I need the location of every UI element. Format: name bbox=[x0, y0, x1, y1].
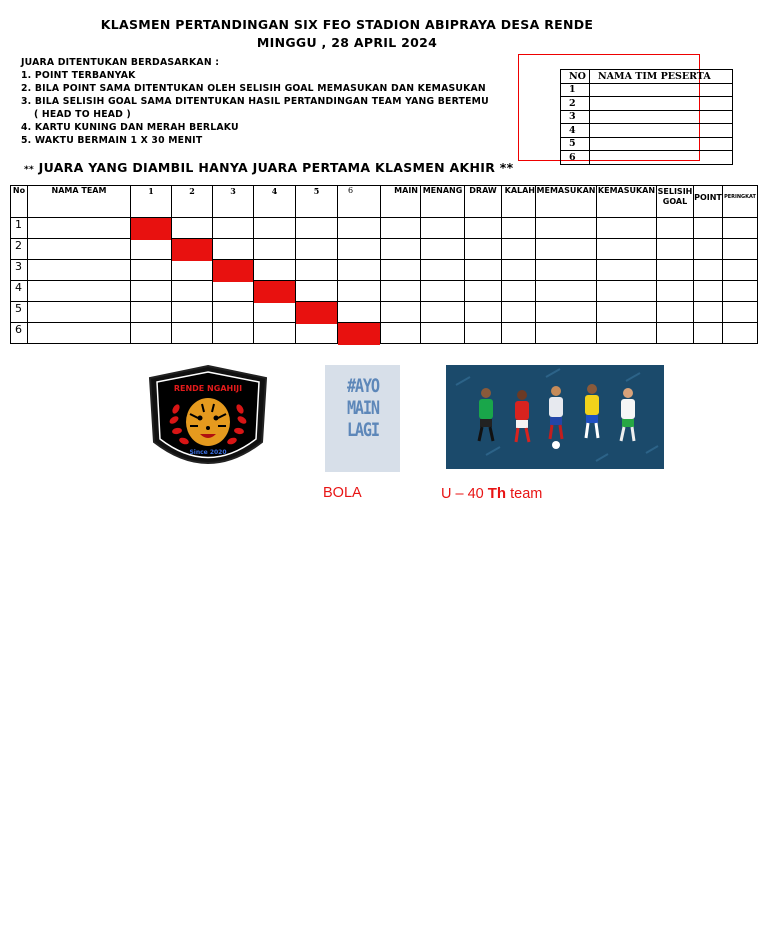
menang-cell[interactable] bbox=[421, 239, 465, 260]
participants-table bbox=[560, 69, 733, 165]
draw-cell[interactable] bbox=[465, 260, 502, 281]
kalah-cell[interactable] bbox=[502, 281, 536, 302]
rule-item: 1. POINT TERBANYAK bbox=[21, 70, 136, 81]
col-menang: MENANG bbox=[421, 186, 465, 218]
match-result-cell[interactable] bbox=[296, 281, 338, 302]
draw-cell[interactable] bbox=[465, 239, 502, 260]
match-result-cell[interactable] bbox=[131, 323, 172, 344]
participants-row-no: 4 bbox=[561, 124, 590, 138]
col-memasukan: MEMASUKAN bbox=[536, 186, 597, 218]
selisih-cell[interactable] bbox=[657, 323, 694, 344]
memasukan-cell[interactable] bbox=[536, 281, 597, 302]
match-result-cell[interactable] bbox=[296, 218, 338, 239]
col-no: No bbox=[11, 186, 28, 218]
page-date: MINGGU , 28 APRIL 2024 bbox=[256, 35, 438, 50]
peringkat-cell[interactable] bbox=[723, 239, 758, 260]
note-stars: ** bbox=[24, 165, 35, 175]
self-match-cell bbox=[172, 239, 213, 260]
col-draw: DRAW bbox=[465, 186, 502, 218]
draw-cell[interactable] bbox=[465, 302, 502, 323]
draw-cell[interactable] bbox=[465, 281, 502, 302]
participants-col-no-label: NO bbox=[569, 70, 586, 82]
peringkat-cell[interactable] bbox=[723, 260, 758, 281]
col-match-4: 4 bbox=[254, 186, 296, 218]
participants-row-name[interactable] bbox=[590, 124, 733, 138]
participants-row bbox=[561, 137, 733, 151]
menang-cell[interactable] bbox=[421, 218, 465, 239]
match-result-cell[interactable] bbox=[172, 323, 213, 344]
football-players-banner bbox=[446, 365, 664, 469]
rule-item: ( HEAD TO HEAD ) bbox=[34, 109, 131, 120]
participants-row-no: 1 bbox=[561, 83, 590, 97]
col-point: POINT bbox=[694, 186, 723, 218]
match-result-cell[interactable] bbox=[172, 281, 213, 302]
col-match-5: 5 bbox=[296, 186, 338, 218]
memasukan-cell[interactable] bbox=[536, 323, 597, 344]
rule-item: 4. KARTU KUNING DAN MERAH BERLAKU bbox=[21, 122, 239, 133]
standings-row bbox=[11, 323, 758, 344]
col-kemasukan: KEMASUKAN bbox=[597, 186, 657, 218]
col-match-6: 6 bbox=[338, 186, 381, 218]
main-cell[interactable] bbox=[381, 323, 421, 344]
memasukan-cell[interactable] bbox=[536, 218, 597, 239]
col-team: NAMA TEAM bbox=[28, 186, 131, 218]
col-peringkat: PERINGKAT bbox=[723, 186, 758, 218]
kemasukan-cell[interactable] bbox=[597, 281, 657, 302]
kemasukan-cell[interactable] bbox=[597, 260, 657, 281]
participants-row-no: 6 bbox=[561, 151, 590, 165]
main-cell[interactable] bbox=[381, 281, 421, 302]
menang-cell[interactable] bbox=[421, 260, 465, 281]
team-name-cell[interactable] bbox=[28, 281, 131, 302]
standings-row bbox=[11, 218, 758, 239]
team-name-cell[interactable] bbox=[28, 218, 131, 239]
col-match-1: 1 bbox=[131, 186, 172, 218]
match-result-cell[interactable] bbox=[131, 281, 172, 302]
kalah-cell[interactable] bbox=[502, 260, 536, 281]
team-name-cell[interactable] bbox=[28, 302, 131, 323]
match-result-cell[interactable] bbox=[131, 260, 172, 281]
peringkat-cell[interactable] bbox=[723, 302, 758, 323]
note-text: JUARA YANG DIAMBIL HANYA JUARA PERTAMA KLASMEN AKHIR ** bbox=[38, 160, 514, 175]
participants-row bbox=[561, 97, 733, 111]
self-match-cell bbox=[296, 302, 338, 323]
team-name-cell[interactable] bbox=[28, 260, 131, 281]
self-match-cell bbox=[254, 281, 296, 302]
peringkat-cell[interactable] bbox=[723, 323, 758, 344]
ayo-line: MAIN bbox=[346, 397, 379, 419]
tiger-icon bbox=[186, 398, 230, 446]
row-number: 4 bbox=[11, 281, 28, 302]
match-result-cell[interactable] bbox=[296, 323, 338, 344]
rules-list bbox=[21, 56, 489, 147]
col-kalah: KALAH bbox=[502, 186, 536, 218]
match-result-cell[interactable] bbox=[338, 218, 381, 239]
participants-row-no: 3 bbox=[561, 110, 590, 124]
menang-cell[interactable] bbox=[421, 323, 465, 344]
crest-top-text: RENDE NGAHIJI bbox=[173, 384, 243, 393]
draw-cell[interactable] bbox=[465, 218, 502, 239]
rule-item: 3. BILA SELISIH GOAL SAMA DITENTUKAN HASIL PERTANDINGAN TEAM YANG BERTEMU bbox=[21, 96, 489, 107]
participants-row-name[interactable] bbox=[590, 97, 733, 111]
match-result-cell[interactable] bbox=[131, 239, 172, 260]
page-title: KLASMEN PERTANDINGAN SIX FEO STADION ABIPRAYA DESA RENDE bbox=[100, 17, 594, 32]
participants-col-no bbox=[561, 70, 590, 84]
match-result-cell[interactable] bbox=[254, 218, 296, 239]
col-main: MAIN bbox=[381, 186, 421, 218]
participants-row bbox=[561, 110, 733, 124]
standings-row bbox=[11, 281, 758, 302]
standings-header bbox=[11, 186, 758, 218]
match-result-cell[interactable] bbox=[254, 260, 296, 281]
match-result-cell[interactable] bbox=[338, 260, 381, 281]
team-name-cell[interactable] bbox=[28, 323, 131, 344]
participants-col-name-label: NAMA TIM PESERTA bbox=[598, 70, 711, 82]
memasukan-cell[interactable] bbox=[536, 260, 597, 281]
match-result-cell[interactable] bbox=[254, 323, 296, 344]
winner-note bbox=[24, 160, 513, 175]
point-cell[interactable] bbox=[694, 218, 723, 239]
ayo-line: #AYO bbox=[346, 375, 379, 397]
selisih-cell[interactable] bbox=[657, 218, 694, 239]
row-number: 5 bbox=[11, 302, 28, 323]
memasukan-cell[interactable] bbox=[536, 239, 597, 260]
rules-heading: JUARA DITENTUKAN BERDASARKAN : bbox=[21, 57, 220, 68]
caption-u40-bold: Th bbox=[487, 485, 507, 502]
standings-row bbox=[11, 302, 758, 323]
ayo-main-lagi-logo bbox=[325, 365, 400, 472]
participants-row-no: 5 bbox=[561, 137, 590, 151]
match-result-cell[interactable] bbox=[172, 302, 213, 323]
kalah-cell[interactable] bbox=[502, 302, 536, 323]
participants-row-name[interactable] bbox=[590, 151, 733, 165]
ayo-line: LAGI bbox=[346, 419, 379, 441]
match-result-cell[interactable] bbox=[213, 302, 254, 323]
point-cell[interactable] bbox=[694, 239, 723, 260]
row-number: 2 bbox=[11, 239, 28, 260]
participants-row-no: 2 bbox=[561, 97, 590, 111]
match-result-cell[interactable] bbox=[213, 239, 254, 260]
kalah-cell[interactable] bbox=[502, 239, 536, 260]
standings-row bbox=[11, 260, 758, 281]
kemasukan-cell[interactable] bbox=[597, 239, 657, 260]
selisih-cell[interactable] bbox=[657, 239, 694, 260]
kemasukan-cell[interactable] bbox=[597, 323, 657, 344]
row-number: 3 bbox=[11, 260, 28, 281]
self-match-cell bbox=[131, 218, 172, 239]
menang-cell[interactable] bbox=[421, 302, 465, 323]
point-cell[interactable] bbox=[694, 260, 723, 281]
caption-bola: BOLA bbox=[323, 485, 362, 501]
participants-row bbox=[561, 124, 733, 138]
crest-bottom-text: Since 2020 bbox=[189, 449, 227, 456]
participants-col-name bbox=[590, 70, 733, 84]
main-cell[interactable] bbox=[381, 218, 421, 239]
col-selisih: SELISIH GOAL bbox=[657, 186, 694, 218]
match-result-cell[interactable] bbox=[213, 218, 254, 239]
match-result-cell[interactable] bbox=[213, 281, 254, 302]
match-result-cell[interactable] bbox=[338, 239, 381, 260]
match-result-cell[interactable] bbox=[338, 281, 381, 302]
match-result-cell[interactable] bbox=[296, 260, 338, 281]
participants-row bbox=[561, 83, 733, 97]
kemasukan-cell[interactable] bbox=[597, 302, 657, 323]
participants-header bbox=[561, 70, 733, 84]
match-result-cell[interactable] bbox=[131, 302, 172, 323]
main-cell[interactable] bbox=[381, 239, 421, 260]
selisih-cell[interactable] bbox=[657, 302, 694, 323]
rule-item: 5. WAKTU BERMAIN 1 X 30 MENIT bbox=[21, 135, 203, 146]
main-cell[interactable] bbox=[381, 260, 421, 281]
point-cell[interactable] bbox=[694, 281, 723, 302]
rule-item: 2. BILA POINT SAMA DITENTUKAN OLEH SELISIH GOAL MEMASUKAN DAN KEMASUKAN bbox=[21, 83, 486, 94]
match-result-cell[interactable] bbox=[172, 218, 213, 239]
main-cell[interactable] bbox=[381, 302, 421, 323]
participants-row bbox=[561, 151, 733, 165]
match-result-cell[interactable] bbox=[213, 323, 254, 344]
row-number: 1 bbox=[11, 218, 28, 239]
peringkat-cell[interactable] bbox=[723, 218, 758, 239]
match-result-cell[interactable] bbox=[254, 302, 296, 323]
match-result-cell[interactable] bbox=[338, 302, 381, 323]
selisih-cell[interactable] bbox=[657, 260, 694, 281]
kalah-cell[interactable] bbox=[502, 218, 536, 239]
point-cell[interactable] bbox=[694, 323, 723, 344]
match-result-cell[interactable] bbox=[172, 260, 213, 281]
team-name-cell[interactable] bbox=[28, 239, 131, 260]
match-result-cell[interactable] bbox=[296, 239, 338, 260]
col-match-2: 2 bbox=[172, 186, 213, 218]
self-match-cell bbox=[338, 323, 381, 344]
caption-u40-pre: U – 40 bbox=[441, 486, 488, 502]
rende-ngahiji-crest bbox=[146, 364, 270, 472]
participants-row-name[interactable] bbox=[590, 83, 733, 97]
participants-row-name[interactable] bbox=[590, 137, 733, 151]
kalah-cell[interactable] bbox=[502, 323, 536, 344]
col-match-3: 3 bbox=[213, 186, 254, 218]
selisih-cell[interactable] bbox=[657, 281, 694, 302]
point-cell[interactable] bbox=[694, 302, 723, 323]
menang-cell[interactable] bbox=[421, 281, 465, 302]
kemasukan-cell[interactable] bbox=[597, 218, 657, 239]
participants-row-name[interactable] bbox=[590, 110, 733, 124]
row-number: 6 bbox=[11, 323, 28, 344]
draw-cell[interactable] bbox=[465, 323, 502, 344]
caption-u40-post: team bbox=[506, 486, 543, 502]
peringkat-cell[interactable] bbox=[723, 281, 758, 302]
memasukan-cell[interactable] bbox=[536, 302, 597, 323]
match-result-cell[interactable] bbox=[254, 239, 296, 260]
standings-table bbox=[10, 185, 758, 344]
self-match-cell bbox=[213, 260, 254, 281]
standings-row bbox=[11, 239, 758, 260]
caption-u40 bbox=[441, 485, 542, 502]
